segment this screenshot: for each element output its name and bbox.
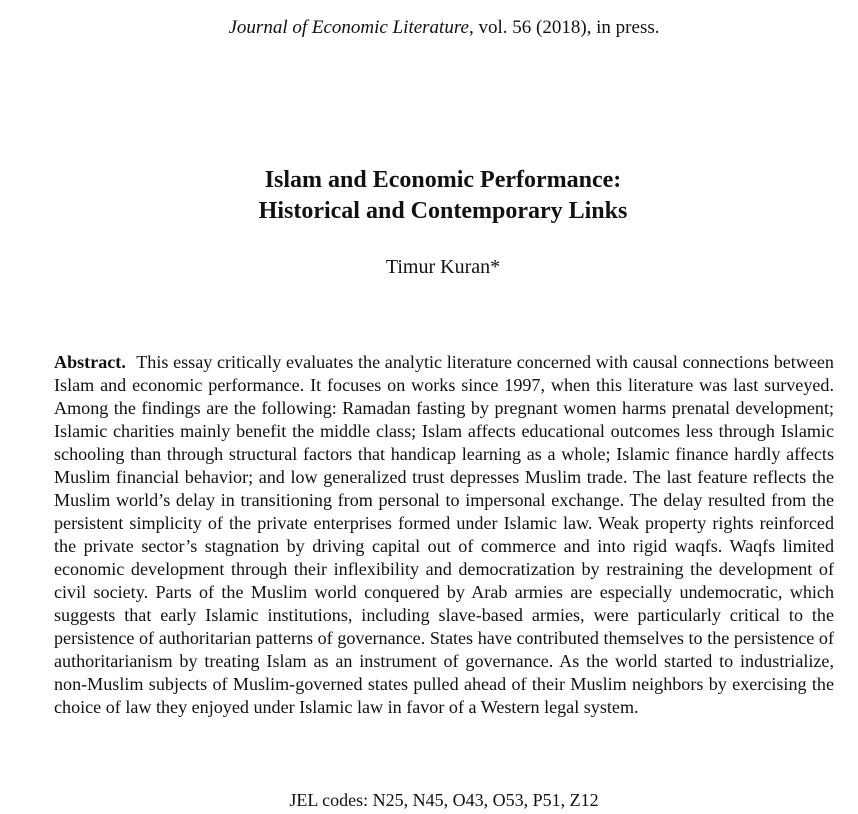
abstract	[54, 351, 834, 719]
abstract-label: Abstract.	[54, 352, 126, 372]
journal-name: Journal of Economic Literature	[228, 17, 469, 38]
paper-title	[0, 165, 858, 227]
journal-citation	[0, 16, 858, 40]
abstract-text: This essay critically evaluates the analytic literature concerned with causal connections between Islam and economic performance. It focuses on works since 1997, when this literature was last surveyed. Among the findings are the following: Ramadan fasting by pregnant women harms prenatal development; Islamic charities mainly benefit the middle class; Islam affects educational outcomes less through Islamic schooling than through structural factors that handicap learning as a whole; Islamic finance hardly affects Muslim financial behavior; and low generalized trust depresses Muslim trade. The last feature reflects the Muslim world’s delay in transitioning from personal to impersonal exchange. The delay resulted from the persistent simplicity of the private enterprises formed under Islamic law. Weak property rights reinforced the private sector’s stagnation by driving capital out of commerce and into rigid waqfs. Waqfs limited economic development through their inflexibility and democratization by restraining the development of civil society. Parts of the Muslim world conquered by Arab armies are especially undemocratic, which suggests that early Islamic institutions, including slave-based armies, were particularly critical to the persistence of authoritarian patterns of governance. States have contributed themselves to the persistence of authoritarianism by treating Islam as an instrument of governance. As the world started to industrialize, non-Muslim subjects of Muslim-governed states pulled ahead of their Muslim neighbors by exercising the choice of law they enjoyed under Islamic law in favor of a Western legal system.	[54, 352, 834, 717]
paper-title-line-2: Historical and Contemporary Links	[258, 198, 628, 224]
jel-codes: JEL codes: N25, N45, O43, O53, P51, Z12	[289, 790, 599, 810]
journal-volume-info: , vol. 56 (2018), in press.	[468, 17, 660, 38]
author-name: Timur Kuran*	[385, 256, 501, 278]
paper-title-line-1: Islam and Economic Performance:	[264, 167, 622, 193]
